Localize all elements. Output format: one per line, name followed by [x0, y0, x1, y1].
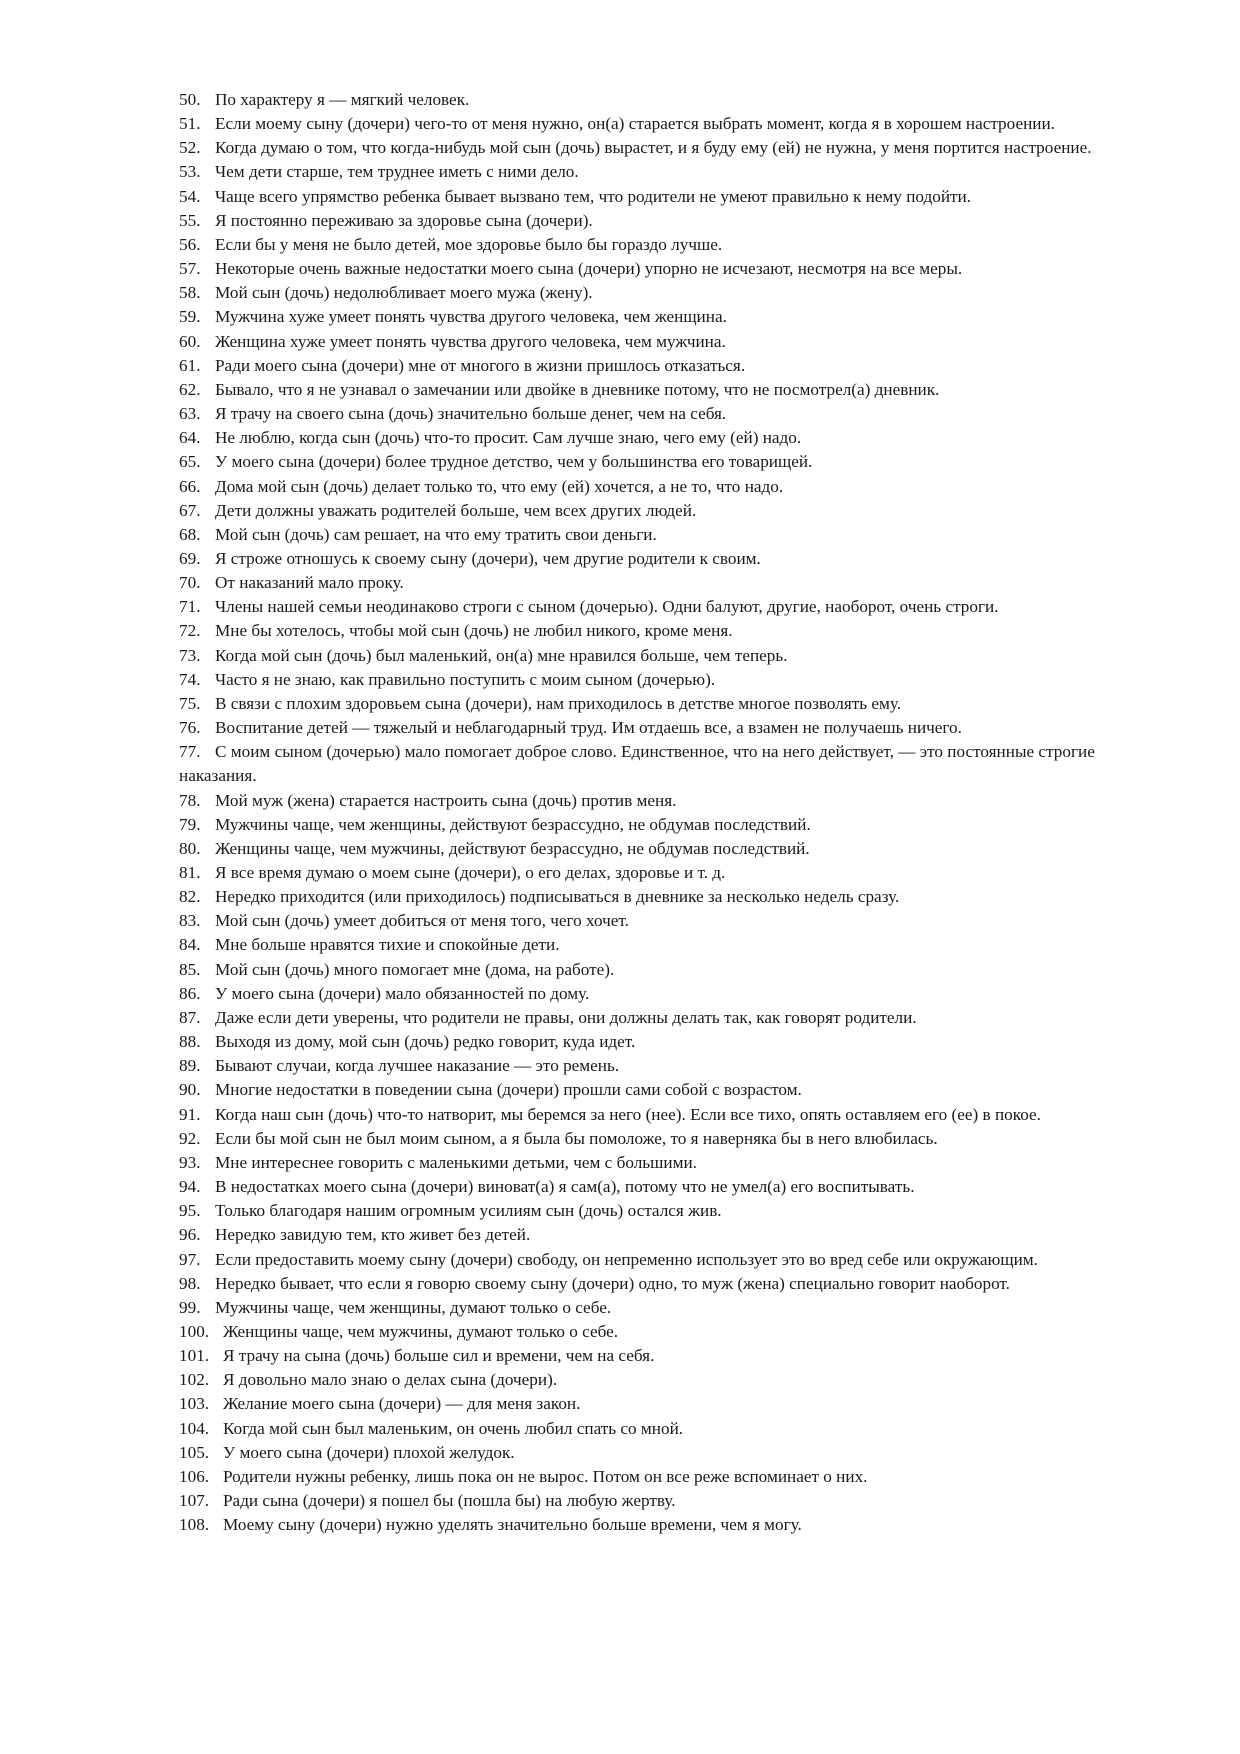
item-number: 88.	[179, 1032, 201, 1052]
item-text: Мне больше нравятся тихие и спокойные дети.	[215, 935, 560, 955]
item-text: Ради моего сына (дочери) мне от многого в жизни пришлось отказаться.	[215, 355, 746, 375]
item-number: 70.	[179, 573, 201, 593]
questionnaire-item	[179, 1272, 1147, 1296]
item-number: 91.	[179, 1104, 201, 1124]
questionnaire-item	[179, 837, 1147, 861]
item-text: Мой муж (жена) старается настроить сына (дочь) против меня.	[215, 790, 677, 810]
item-text: Мой сын (дочь) недолюбливает моего мужа (жену).	[215, 283, 593, 303]
item-number: 86.	[179, 983, 201, 1003]
questionnaire-list	[179, 88, 1147, 1537]
item-number: 54.	[179, 186, 201, 206]
item-number: 84.	[179, 935, 201, 955]
questionnaire-item	[179, 185, 1147, 209]
item-number: 98.	[179, 1273, 201, 1293]
item-number: 75.	[179, 693, 201, 713]
item-number: 99.	[179, 1297, 201, 1317]
item-number: 62.	[179, 379, 201, 399]
item-number: 81.	[179, 863, 201, 882]
item-text: Нередко завидую тем, кто живет без детей.	[215, 1225, 531, 1245]
item-text: Выходя из дому, мой сын (дочь) редко говорит, куда идет.	[215, 1032, 636, 1052]
item-text: Женщина хуже умеет понять чувства другого человека, чем мужчина.	[215, 331, 726, 351]
item-text: Многие недостатки в поведении сына (дочери) прошли сами собой с возрастом.	[215, 1080, 802, 1100]
item-number: 85.	[179, 959, 201, 979]
questionnaire-item	[179, 233, 1147, 257]
item-number: 60.	[179, 331, 201, 351]
item-text: Я все время думаю о моем сыне (дочери), о его делах, здоровье и т. д.	[215, 863, 726, 882]
item-number: 55.	[179, 210, 201, 230]
item-text: Женщины чаще, чем мужчины, думают только о себе.	[223, 1321, 619, 1341]
questionnaire-item	[179, 1320, 1147, 1344]
item-text: С моим сыном (дочерью) мало помогает доброе слово. Единственное, что на него действует, — это постоянные строгие наказания.	[179, 742, 1095, 786]
item-number: 92.	[179, 1128, 201, 1148]
questionnaire-item	[179, 861, 1147, 885]
questionnaire-item	[179, 1248, 1147, 1272]
item-number: 68.	[179, 524, 201, 544]
item-text: По характеру я — мягкий человек.	[215, 90, 470, 109]
questionnaire-item	[179, 281, 1147, 305]
item-text: Мужчины чаще, чем женщины, думают только о себе.	[215, 1297, 612, 1317]
questionnaire-item	[179, 354, 1147, 378]
item-text: Женщины чаще, чем мужчины, действуют безрассудно, не обдумав последствий.	[215, 838, 810, 858]
questionnaire-item	[179, 958, 1147, 982]
questionnaire-item	[179, 1103, 1147, 1127]
item-number: 63.	[179, 404, 201, 424]
questionnaire-item	[179, 1054, 1147, 1078]
item-number: 83.	[179, 911, 201, 931]
questionnaire-item	[179, 1127, 1147, 1151]
item-text: Дома мой сын (дочь) делает только то, что ему (ей) хочется, а не то, что надо.	[215, 476, 784, 496]
item-number: 78.	[179, 790, 201, 810]
item-number: 57.	[179, 259, 201, 279]
item-number: 94.	[179, 1177, 201, 1197]
questionnaire-item	[179, 426, 1147, 450]
questionnaire-item	[179, 305, 1147, 329]
item-number: 90.	[179, 1080, 201, 1100]
questionnaire-item	[179, 1441, 1147, 1465]
item-text: Мой сын (дочь) много помогает мне (дома, на работе).	[215, 959, 615, 979]
item-number: 95.	[179, 1201, 201, 1221]
questionnaire-item	[179, 547, 1147, 571]
item-text: Я постоянно переживаю за здоровье сына (дочери).	[215, 210, 593, 230]
item-number: 69.	[179, 548, 201, 568]
item-text: Даже если дети уверены, что родители не правы, они должны делать так, как говорят родители.	[215, 1007, 917, 1027]
item-text: От наказаний мало проку.	[215, 573, 404, 593]
item-text: Чем дети старше, тем труднее иметь с ними дело.	[215, 162, 579, 182]
item-number: 74.	[179, 669, 201, 689]
item-text: Мне бы хотелось, чтобы мой сын (дочь) не любил никого, кроме меня.	[215, 621, 733, 641]
questionnaire-item	[179, 1151, 1147, 1175]
item-text: Некоторые очень важные недостатки моего сына (дочери) упорно не исчезают, несмотря на все меры.	[215, 259, 963, 279]
item-number: 105.	[179, 1442, 210, 1462]
item-text: Часто я не знаю, как правильно поступить с моим сыном (дочерью).	[215, 669, 716, 689]
questionnaire-item	[179, 1417, 1147, 1441]
questionnaire-item	[179, 1368, 1147, 1392]
questionnaire-item	[179, 813, 1147, 837]
questionnaire-item	[179, 499, 1147, 523]
questionnaire-item	[179, 523, 1147, 547]
item-number: 97.	[179, 1249, 201, 1269]
item-number: 79.	[179, 814, 201, 834]
item-text: Когда наш сын (дочь) что-то натворит, мы беремся за него (нее). Если все тихо, опять оставляем его (ее) в покое.	[215, 1104, 1041, 1124]
questionnaire-item	[179, 378, 1147, 402]
item-number: 80.	[179, 838, 201, 858]
item-number: 107.	[179, 1491, 210, 1511]
questionnaire-item	[179, 136, 1147, 160]
item-text: Если предоставить моему сыну (дочери) свободу, он непременно использует это во вред себе или окружающим.	[215, 1249, 1038, 1269]
questionnaire-item	[179, 160, 1147, 184]
questionnaire-item	[179, 1489, 1147, 1513]
questionnaire-item	[179, 257, 1147, 281]
item-text: Моему сыну (дочери) нужно уделять значительно больше времени, чем я могу.	[223, 1515, 802, 1535]
item-number: 56.	[179, 234, 201, 254]
item-text: Мужчины чаще, чем женщины, действуют безрассудно, не обдумав последствий.	[215, 814, 811, 834]
questionnaire-item	[179, 885, 1147, 909]
item-number: 66.	[179, 476, 201, 496]
item-text: Мой сын (дочь) умеет добиться от меня того, чего хочет.	[215, 911, 629, 931]
item-text: Я строже отношусь к своему сыну (дочери), чем другие родители к своим.	[215, 548, 761, 568]
item-number: 77.	[179, 742, 201, 762]
item-text: Когда думаю о том, что когда-нибудь мой сын (дочь) вырастет, и я буду ему (ей) не нужна, у меня портится настроение.	[215, 138, 1092, 158]
questionnaire-item	[179, 595, 1147, 619]
item-number: 106.	[179, 1466, 210, 1486]
item-text: Бывают случаи, когда лучшее наказание — это ремень.	[215, 1056, 620, 1076]
questionnaire-item	[179, 668, 1147, 692]
item-text: Нередко приходится (или приходилось) подписываться в дневнике за несколько недель сразу.	[215, 887, 900, 907]
item-number: 51.	[179, 114, 201, 134]
questionnaire-item	[179, 450, 1147, 474]
questionnaire-item	[179, 1344, 1147, 1368]
item-text: Не люблю, когда сын (дочь) что-то просит. Сам лучше знаю, чего ему (ей) надо.	[215, 428, 802, 448]
questionnaire-item	[179, 1296, 1147, 1320]
item-text: Я довольно мало знаю о делах сына (дочери).	[223, 1370, 558, 1390]
item-text: Мужчина хуже умеет понять чувства другого человека, чем женщина.	[215, 307, 727, 327]
item-text: Мне интереснее говорить с маленькими детьми, чем с большими.	[215, 1152, 697, 1172]
questionnaire-item	[179, 330, 1147, 354]
questionnaire-item	[179, 1465, 1147, 1489]
item-text: Если моему сыну (дочери) чего-то от меня нужно, он(а) старается выбрать момент, когда я в хорошем настроении.	[215, 114, 1055, 134]
questionnaire-item	[179, 909, 1147, 933]
questionnaire-item	[179, 692, 1147, 716]
questionnaire-item	[179, 112, 1147, 136]
item-number: 76.	[179, 718, 201, 738]
item-number: 82.	[179, 887, 201, 907]
item-number: 102.	[179, 1370, 210, 1390]
questionnaire-item	[179, 740, 1147, 788]
item-text: Члены нашей семьи неодинаково строги с сыном (дочерью). Одни балуют, другие, наоборот, очень строги.	[215, 597, 999, 617]
item-text: Когда мой сын (дочь) был маленький, он(а) мне нравился больше, чем теперь.	[215, 645, 788, 665]
item-text: В связи с плохим здоровьем сына (дочери), нам приходилось в детстве многое позволять ему.	[215, 693, 902, 713]
questionnaire-item	[179, 933, 1147, 957]
item-number: 52.	[179, 138, 201, 158]
item-text: Мой сын (дочь) сам решает, на что ему тратить свои деньги.	[215, 524, 657, 544]
item-text: Чаще всего упрямство ребенка бывает вызвано тем, что родители не умеют правильно к нему подойти.	[215, 186, 972, 206]
item-number: 50.	[179, 90, 201, 109]
item-number: 64.	[179, 428, 201, 448]
item-number: 104.	[179, 1418, 210, 1438]
questionnaire-item	[179, 1006, 1147, 1030]
item-text: Я трачу на сына (дочь) больше сил и времени, чем на себя.	[223, 1346, 655, 1366]
questionnaire-item	[179, 1199, 1147, 1223]
item-number: 61.	[179, 355, 201, 375]
item-number: 53.	[179, 162, 201, 182]
item-number: 100.	[179, 1321, 210, 1341]
item-text: Ради сына (дочери) я пошел бы (пошла бы) на любую жертву.	[223, 1491, 676, 1511]
item-number: 58.	[179, 283, 201, 303]
item-number: 67.	[179, 500, 201, 520]
questionnaire-item	[179, 1223, 1147, 1247]
item-number: 93.	[179, 1152, 201, 1172]
item-text: Когда мой сын был маленьким, он очень любил спать со мной.	[223, 1418, 684, 1438]
item-number: 65.	[179, 452, 201, 472]
item-number: 96.	[179, 1225, 201, 1245]
questionnaire-item	[179, 1175, 1147, 1199]
questionnaire-item	[179, 1030, 1147, 1054]
questionnaire-item	[179, 1392, 1147, 1416]
item-number: 72.	[179, 621, 201, 641]
item-text: Дети должны уважать родителей больше, чем всех других людей.	[215, 500, 697, 520]
item-number: 73.	[179, 645, 201, 665]
questionnaire-item	[179, 209, 1147, 233]
item-text: Только благодаря нашим огромным усилиям сын (дочь) остался жив.	[215, 1201, 722, 1221]
item-number: 59.	[179, 307, 201, 327]
item-number: 103.	[179, 1394, 210, 1414]
questionnaire-item	[179, 982, 1147, 1006]
item-text: Я трачу на своего сына (дочь) значительно больше денег, чем на себя.	[215, 404, 727, 424]
item-text: Если бы мой сын не был моим сыном, а я была бы помоложе, то я наверняка бы в него влюбилась.	[215, 1128, 938, 1148]
item-text: В недостатках моего сына (дочери) виноват(а) я сам(а), потому что не умел(а) его воспитывать.	[215, 1177, 915, 1197]
item-number: 101.	[179, 1346, 210, 1366]
item-number: 89.	[179, 1056, 201, 1076]
questionnaire-item	[179, 88, 1147, 112]
item-text: Если бы у меня не было детей, мое здоровье было бы гораздо лучше.	[215, 234, 723, 254]
item-number: 108.	[179, 1515, 210, 1535]
questionnaire-item	[179, 571, 1147, 595]
item-text: У моего сына (дочери) более трудное детство, чем у большинства его товарищей.	[215, 452, 813, 472]
questionnaire-item	[179, 1078, 1147, 1102]
item-text: Желание моего сына (дочери) — для меня закон.	[223, 1394, 581, 1414]
item-text: Бывало, что я не узнавал о замечании или двойке в дневнике потому, что не посмотрел(а) дневник.	[215, 379, 940, 399]
item-text: У моего сына (дочери) плохой желудок.	[223, 1442, 515, 1462]
item-number: 71.	[179, 597, 201, 617]
questionnaire-item	[179, 716, 1147, 740]
item-text: Родители нужны ребенку, лишь пока он не вырос. Потом он все реже вспоминает о них.	[223, 1466, 868, 1486]
questionnaire-item	[179, 789, 1147, 813]
questionnaire-item	[179, 644, 1147, 668]
questionnaire-item	[179, 402, 1147, 426]
questionnaire-item	[179, 475, 1147, 499]
questionnaire-item	[179, 1513, 1147, 1537]
item-text: Воспитание детей — тяжелый и неблагодарный труд. Им отдаешь все, а взамен не получаешь ничего.	[215, 718, 962, 738]
questionnaire-item	[179, 619, 1147, 643]
item-text: Нередко бывает, что если я говорю своему сыну (дочери) одно, то муж (жена) специально говорит наоборот.	[215, 1273, 1010, 1293]
item-number: 87.	[179, 1007, 201, 1027]
item-text: У моего сына (дочери) мало обязанностей по дому.	[215, 983, 590, 1003]
